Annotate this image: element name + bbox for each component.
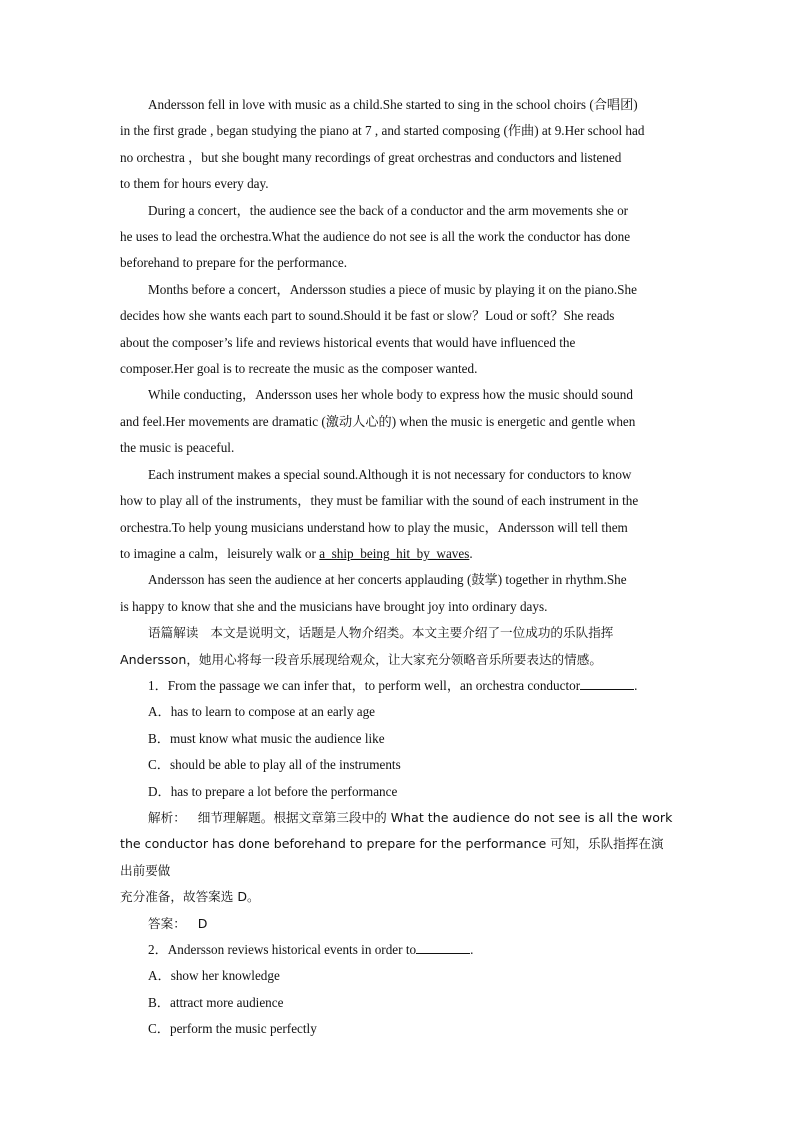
text-line: to them for hours every day. [120,176,269,192]
option-b: B．must know what music the audience like [148,730,385,746]
question-2 [120,937,674,1043]
text-line: the music is peaceful. [120,440,235,456]
analysis-text: 本文是说明文，话题是人物介绍类。本文主要介绍了一位成功的乐队指挥 [210,625,614,641]
explanation-text: 细节理解题。根据文章第三段中的 What the audience do not see is all the work [197,809,673,825]
question-1 [120,673,674,937]
answer-blank [416,941,470,954]
answer-blank [580,677,634,690]
explanation-label: 解析： [148,809,186,825]
passage-paragraph-4 [120,382,674,461]
text-line: composer.Her goal is to recreate the music as the composer wanted. [120,361,478,377]
text-line: about the composer’s life and reviews historical events that would have influenced the [120,334,576,350]
option-a: A．has to learn to compose at an early age [148,704,376,720]
text-line [120,541,674,567]
text-line: how to play all of the instruments，they must be familiar with the sound of each instrument in the [120,493,639,509]
passage-paragraph-3 [120,277,674,383]
stem-text: 1．From the passage we can infer that，to perform well，an orchestra conductor [148,677,581,693]
text-line: orchestra.To help young musicians understand how to play the music，Andersson will tell them [120,519,628,535]
text-line: Each instrument makes a special sound.Although it is not necessary for conductors to know [148,466,632,482]
option-a: A．show her knowledge [148,968,280,984]
passage-paragraph-2 [120,198,674,277]
option-c: C．perform the music perfectly [148,1021,317,1037]
text-line: in the first grade , began studying the piano at 7 , and started composing (作曲) at 9.Her school had [120,123,645,139]
answer-label: 答案： [148,915,186,931]
passage-paragraph-1 [120,92,674,198]
text-fragment: . [469,545,473,561]
explanation-line [120,805,674,831]
stem-text: 2．Andersson reviews historical events in order to [148,942,417,957]
document-content [120,92,674,1043]
passage-analysis [120,620,674,673]
text-line: beforehand to prepare for the performance. [120,255,347,271]
answer-line [120,911,674,937]
question-stem [120,673,674,699]
option-b: B．attract more audience [148,994,284,1010]
stem-end: . [634,677,638,693]
text-line: Andersson，她用心将每一段音乐展现给观众，让大家充分领略音乐所要表达的情感。 [120,651,602,667]
question-stem [120,937,674,963]
option-c: C．should be able to play all of the instruments [148,757,401,773]
underlined-phrase: a_ship_being_hit_by_waves [319,545,470,561]
analysis-label: 语篇解读 [148,625,199,641]
text-line: Months before a concert，Andersson studies a piece of music by playing it on the piano.She [148,281,637,297]
explanation-line: the conductor has done beforehand to prepare for the performance 可知，乐队指挥在演出前要做 [120,836,664,878]
passage-paragraph-5 [120,462,674,568]
text-line [120,620,674,646]
stem-end: . [470,942,474,957]
passage-paragraph-6 [120,567,674,620]
explanation-line: 充分准备，故答案选 D。 [120,889,260,905]
text-line: During a concert，the audience see the back of a conductor and the arm movements she or [148,202,629,218]
text-line: Andersson fell in love with music as a child.She started to sing in the school choirs (合唱团) [148,97,638,112]
text-fragment: to imagine a calm，leisurely walk or [120,545,320,561]
text-line: decides how she wants each part to sound.Should it be fast or slow？Loud or soft？She reads [120,308,615,324]
text-line: and feel.Her movements are dramatic (激动人心的) when the music is energetic and gentle when [120,413,636,429]
option-d: D．has to prepare a lot before the performance [148,783,398,799]
text-line: no orchestra ，but she bought many recordings of great orchestras and conductors and listened [120,149,622,165]
text-line: While conducting，Andersson uses her whole body to express how the music should sound [148,387,633,403]
text-line: he uses to lead the orchestra.What the audience do not see is all the work the conductor has done [120,229,631,245]
answer-value: D [197,915,208,931]
text-line: Andersson has seen the audience at her concerts applauding (鼓掌) together in rhythm.She [148,572,627,588]
text-line: is happy to know that she and the musicians have brought joy into ordinary days. [120,598,548,614]
